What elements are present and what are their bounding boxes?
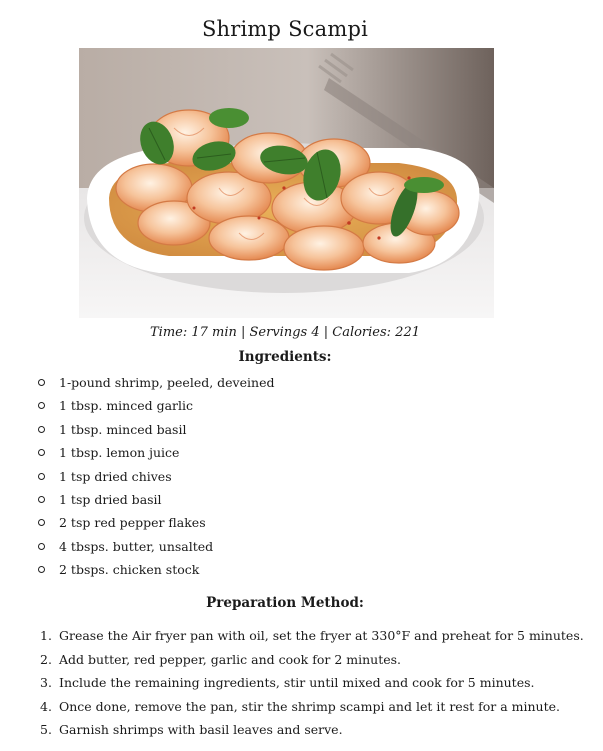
bullet-icon bbox=[38, 426, 45, 433]
bullet-icon bbox=[38, 566, 45, 573]
ingredient-text: 2 tbsps. chicken stock bbox=[59, 562, 200, 578]
step-number: 3. bbox=[40, 675, 52, 691]
step-text: Once done, remove the pan, stir the shrimp scampi and let it rest for a minute. bbox=[59, 698, 560, 714]
ingredient-text: 1 tbsp. minced garlic bbox=[59, 398, 194, 414]
recipe-photo bbox=[79, 48, 494, 318]
step-text: Include the remaining ingredients, stir until mixed and cook for 5 minutes. bbox=[59, 675, 535, 691]
step-number: 5. bbox=[40, 722, 52, 738]
bullet-icon bbox=[38, 379, 45, 386]
bullet-icon bbox=[38, 449, 45, 456]
ingredient-text: 4 tbsps. butter, unsalted bbox=[59, 538, 214, 554]
step-text: Grease the Air fryer pan with oil, set the fryer at 330°F and preheat for 5 minutes. bbox=[59, 628, 584, 643]
method-heading: Preparation Method: bbox=[206, 595, 364, 611]
ingredient-text: 1 tsp dried basil bbox=[59, 491, 162, 507]
bullet-icon bbox=[38, 473, 45, 480]
recipe-title: Shrimp Scampi bbox=[201, 17, 369, 41]
ingredient-text: 1 tsp dried chives bbox=[59, 468, 172, 484]
step-number: 4. bbox=[40, 698, 52, 714]
step-text: Add butter, red pepper, garlic and cook for 2 minutes. bbox=[59, 651, 402, 667]
bullet-icon bbox=[38, 519, 45, 526]
ingredient-text: 1-pound shrimp, peeled, deveined bbox=[59, 375, 275, 390]
step-number: 2. bbox=[40, 651, 52, 667]
step-text: Garnish shrimps with basil leaves and serve. bbox=[59, 722, 343, 738]
ingredient-text: 2 tsp red pepper flakes bbox=[59, 515, 206, 531]
ingredient-text: 1 tbsp. lemon juice bbox=[59, 445, 180, 461]
ingredient-text: 1 tbsp. minced basil bbox=[59, 421, 187, 437]
ingredients-heading: Ingredients: bbox=[238, 349, 332, 365]
bullet-icon bbox=[38, 496, 45, 503]
step-number: 1. bbox=[40, 628, 52, 643]
recipe-meta: Time: 17 min | Servings 4 | Calories: 221 bbox=[149, 325, 420, 340]
bullet-icon bbox=[38, 402, 45, 409]
bullet-icon bbox=[38, 543, 45, 550]
